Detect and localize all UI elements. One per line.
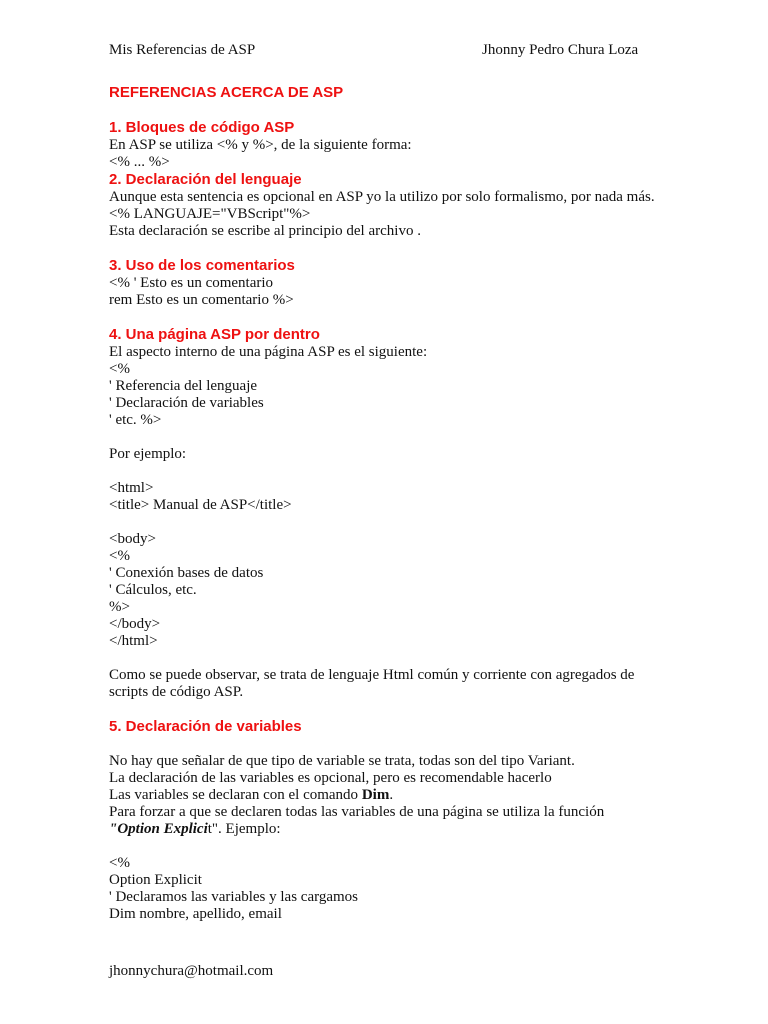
header-title: Mis Referencias de ASP (109, 42, 256, 58)
code-line: ' Declaración de variables (109, 395, 264, 411)
section-1-heading: 1. Bloques de código ASP (109, 119, 295, 136)
code-line: Option Explicit (109, 872, 202, 888)
code-line: ' etc. %> (109, 412, 162, 428)
text-paragraph: Como se puede observar, se trata de lenguaje Html común y corriente con agregados de scripts de código ASP. (109, 667, 635, 700)
keyword-option-explicit: "Option Explici (109, 821, 208, 837)
spacer (109, 429, 669, 446)
header-author: Jhonny Pedro Chura Loza (482, 42, 639, 58)
text-line: En ASP se utiliza <% y %>, de la siguiente forma: (109, 137, 412, 153)
document-title: REFERENCIAS ACERCA DE ASP (109, 84, 344, 101)
code-line: ' Cálculos, etc. (109, 582, 197, 598)
section-4-heading: 4. Una página ASP por dentro (109, 326, 320, 343)
text-line (109, 787, 669, 804)
code-line: </body> (109, 616, 161, 632)
text-line: El aspecto interno de una página ASP es el siguiente: (109, 344, 428, 360)
code-line: rem Esto es un comentario %> (109, 292, 294, 308)
text-fragment: t". Ejemplo: (207, 821, 281, 837)
footer-email: jhonnychura@hotmail.com (109, 963, 274, 979)
spacer (109, 650, 669, 667)
code-line: Dim nombre, apellido, email (109, 906, 282, 922)
spacer (109, 309, 669, 326)
code-line: <html> (109, 480, 154, 496)
text-line: Para forzar a que se declaren todas las variables de una página se utiliza la función (109, 804, 605, 820)
code-line: ' Conexión bases de datos (109, 565, 264, 581)
keyword-dim: Dim (361, 787, 390, 803)
code-line: </html> (109, 633, 158, 649)
text-paragraph: Aunque esta sentencia es opcional en ASP yo la utilizo por solo formalismo, por nada más. (109, 189, 655, 205)
text-line (109, 821, 669, 838)
code-line: <% (109, 548, 130, 564)
section-5-heading: 5. Declaración de variables (109, 718, 302, 735)
code-line: <title> Manual de ASP</title> (109, 497, 292, 513)
text-line: No hay que señalar de que tipo de variable se trata, todas son del tipo Variant. (109, 753, 575, 769)
text-fragment: Las variables se declaran con el comando (109, 787, 362, 803)
code-line: <% (109, 361, 130, 377)
code-line: <body> (109, 531, 156, 547)
spacer (109, 514, 669, 531)
text-line: Esta declaración se escribe al principio del archivo . (109, 223, 421, 239)
text-line: La declaración de las variables es opcional, pero es recomendable hacerlo (109, 770, 552, 786)
document-body (109, 84, 669, 923)
code-line: <% LANGUAJE="VBScript"%> (109, 206, 311, 222)
spacer (109, 463, 669, 480)
section-2-heading: 2. Declaración del lenguaje (109, 171, 302, 188)
text-fragment: . (389, 787, 394, 803)
code-line: ' Referencia del lenguaje (109, 378, 258, 394)
text-line: Por ejemplo: (109, 446, 187, 462)
spacer (109, 838, 669, 855)
section-3-heading: 3. Uso de los comentarios (109, 257, 295, 274)
code-line: ' Declaramos las variables y las cargamos (109, 889, 359, 905)
code-line: %> (109, 599, 130, 615)
code-line: <% ' Esto es un comentario (109, 275, 274, 291)
code-line: <% (109, 855, 130, 871)
code-line: <% ... %> (109, 154, 170, 170)
spacer (109, 736, 669, 753)
spacer (109, 240, 669, 257)
spacer (109, 701, 669, 718)
